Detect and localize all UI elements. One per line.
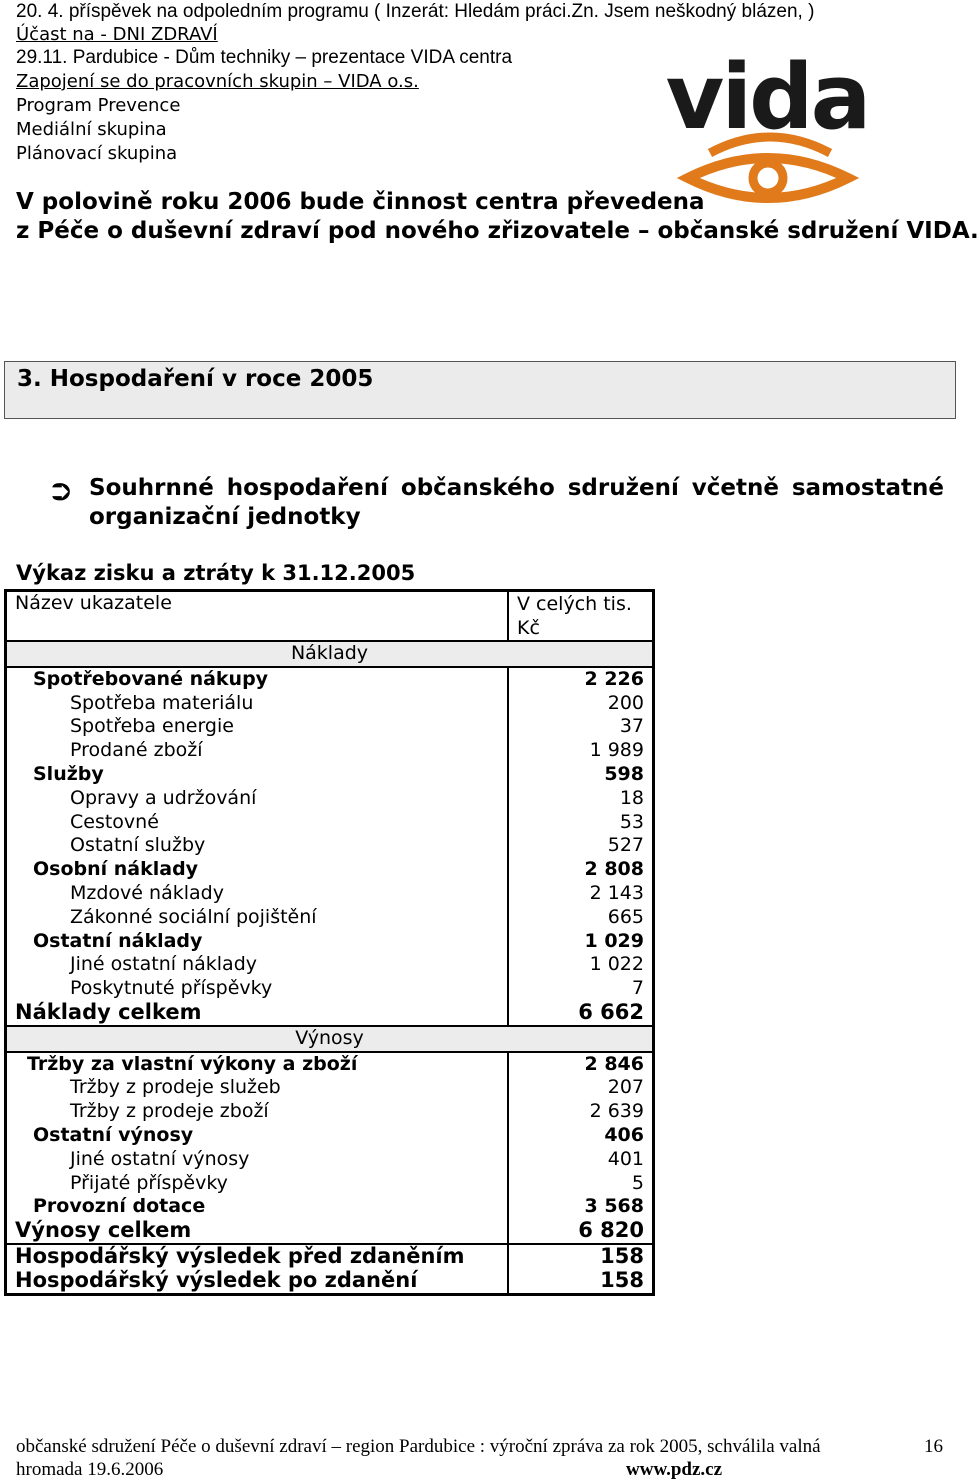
- svg-text:vida: vida: [665, 45, 869, 150]
- row-value: 18: [508, 787, 654, 811]
- row-label: Tržby z prodeje zboží: [70, 1100, 269, 1123]
- table-row: [6, 763, 654, 787]
- table-row: [6, 667, 654, 692]
- text-line-event-2: Účast na - DNI ZDRAVÍ: [16, 24, 218, 45]
- table-row: [6, 953, 654, 977]
- result-after-tax-value: 158: [508, 1269, 654, 1294]
- row-label: Ostatní služby: [70, 834, 206, 857]
- footer-text-line-2: hromada 19.6.2006: [16, 1459, 164, 1480]
- section-title: 3. Hospodaření v roce 2005: [17, 366, 374, 392]
- costs-section-header: [6, 641, 654, 667]
- revenue-total-row: [6, 1219, 654, 1244]
- table-row: [6, 882, 654, 906]
- row-label: Jiné ostatní výnosy: [70, 1147, 250, 1170]
- row-label: Zákonné sociální pojištění: [70, 905, 317, 928]
- costs-total-row: [6, 1001, 654, 1026]
- row-value: 2 846: [508, 1052, 654, 1077]
- costs-header-label: Náklady: [6, 641, 654, 667]
- transfer-note-line-2: z Péče o duševní zdraví pod nového zřizovatele – občanské sdružení VIDA.: [16, 218, 979, 244]
- row-label: Cestovné: [70, 810, 159, 833]
- costs-rows: [6, 667, 654, 1001]
- text-line-event-1: 20. 4. příspěvek na odpoledním programu ( Inzerát: Hledám práci.Zn. Jsem neškodný blázen, ): [16, 1, 815, 22]
- row-value: 3 568: [508, 1195, 654, 1219]
- row-label: Provozní dotace: [33, 1195, 206, 1218]
- costs-total-label: Náklady celkem: [15, 999, 202, 1024]
- row-label: Přijaté příspěvky: [70, 1171, 228, 1194]
- revenue-total-value: 6 820: [508, 1219, 654, 1244]
- report-title: Výkaz zisku a ztráty k 31.12.2005: [16, 561, 416, 585]
- table-row: [6, 858, 654, 882]
- footer-url: www.pdz.cz: [626, 1459, 723, 1480]
- row-value: 1 989: [508, 739, 654, 763]
- table-row: [6, 930, 654, 954]
- table-row: [6, 1052, 654, 1077]
- text-line-group-2: Mediální skupina: [16, 119, 167, 140]
- row-value: 200: [508, 692, 654, 716]
- row-value: 1 029: [508, 930, 654, 954]
- result-after-tax-label: Hospodářský výsledek po zdanění: [15, 1267, 418, 1292]
- row-value: 7: [508, 977, 654, 1001]
- row-value: 37: [508, 715, 654, 739]
- profit-loss-table: [4, 589, 655, 1296]
- table-row: [6, 906, 654, 930]
- unit-header-line-2: Kč: [517, 617, 540, 639]
- arrow-right-icon: ⮊: [52, 478, 71, 506]
- table-row: [6, 1100, 654, 1124]
- row-label: Spotřeba materiálu: [70, 691, 254, 714]
- row-value: 5: [508, 1172, 654, 1196]
- row-value: 401: [508, 1148, 654, 1172]
- row-value: 406: [508, 1124, 654, 1148]
- row-label: Tržby za vlastní výkony a zboží: [27, 1052, 358, 1075]
- result-before-tax-value: 158: [508, 1244, 654, 1269]
- text-line-event-3: 29.11. Pardubice - Dům techniky – prezentace VIDA centra: [16, 47, 513, 68]
- table-header-row: [6, 591, 654, 642]
- table-row: [6, 1076, 654, 1100]
- result-before-tax-label: Hospodářský výsledek před zdaněním: [6, 1244, 509, 1269]
- row-label: Ostatní výnosy: [33, 1123, 194, 1146]
- revenue-section-header: [6, 1026, 654, 1052]
- table-row: [6, 1172, 654, 1196]
- vida-logo: [665, 45, 869, 206]
- row-label: Ostatní náklady: [33, 929, 203, 952]
- row-label: Služby: [33, 762, 104, 785]
- table-row: [6, 692, 654, 716]
- unit-header-line-1: V celých tis.: [517, 593, 632, 615]
- row-value: 53: [508, 811, 654, 835]
- row-label: Opravy a udržování: [70, 786, 257, 809]
- row-label: Spotřeba energie: [70, 715, 234, 738]
- row-label: Poskytnuté příspěvky: [70, 977, 273, 1000]
- row-value: 2 808: [508, 858, 654, 882]
- table-row: [6, 1148, 654, 1172]
- row-value: 2 226: [508, 667, 654, 692]
- summary-heading-line-2: organizační jednotky: [89, 504, 361, 530]
- transfer-note-line-1: V polovině roku 2006 bude činnost centra převedena: [16, 189, 705, 215]
- text-line-event-4: Zapojení se do pracovních skupin – VIDA o.s.: [16, 71, 419, 92]
- summary-heading-line-1: Souhrnné hospodaření občanského sdružení včetně samostatné: [89, 475, 944, 501]
- text-line-group-1: Program Prevence: [16, 95, 181, 116]
- table-row: [6, 811, 654, 835]
- column-header-indicator: Název ukazatele: [6, 591, 509, 642]
- page-number: 16: [924, 1436, 943, 1457]
- row-value: 207: [508, 1076, 654, 1100]
- table-row: [6, 1195, 654, 1219]
- revenue-total-label: Výnosy celkem: [15, 1218, 192, 1243]
- table-row: [6, 1124, 654, 1148]
- revenue-rows: [6, 1052, 654, 1220]
- result-before-tax-row: [6, 1244, 654, 1269]
- row-label: Spotřebované nákupy: [33, 667, 269, 690]
- column-header-unit: [508, 591, 654, 642]
- result-after-tax-row: [6, 1269, 654, 1294]
- row-label: Osobní náklady: [33, 858, 199, 881]
- row-value: 598: [508, 763, 654, 787]
- row-value: 2 143: [508, 882, 654, 906]
- table-row: [6, 834, 654, 858]
- row-value: 1 022: [508, 953, 654, 977]
- row-label: Tržby z prodeje služeb: [70, 1076, 281, 1099]
- table-row: [6, 739, 654, 763]
- footer-text-line-1: občanské sdružení Péče o duševní zdraví – region Pardubice : výroční zpráva za rok 2005, schválila valná: [16, 1436, 821, 1457]
- row-label: Prodané zboží: [70, 739, 203, 762]
- row-label: Jiné ostatní náklady: [70, 953, 257, 976]
- section-header-box: [4, 361, 956, 419]
- row-value: 665: [508, 906, 654, 930]
- table-row: [6, 977, 654, 1001]
- row-label: Mzdové náklady: [70, 881, 224, 904]
- table-row: [6, 715, 654, 739]
- row-value: 527: [508, 834, 654, 858]
- text-line-group-3: Plánovací skupina: [16, 143, 178, 164]
- costs-total-value: 6 662: [508, 1001, 654, 1026]
- revenue-header-label: Výnosy: [6, 1026, 654, 1052]
- table-row: [6, 787, 654, 811]
- row-value: 2 639: [508, 1100, 654, 1124]
